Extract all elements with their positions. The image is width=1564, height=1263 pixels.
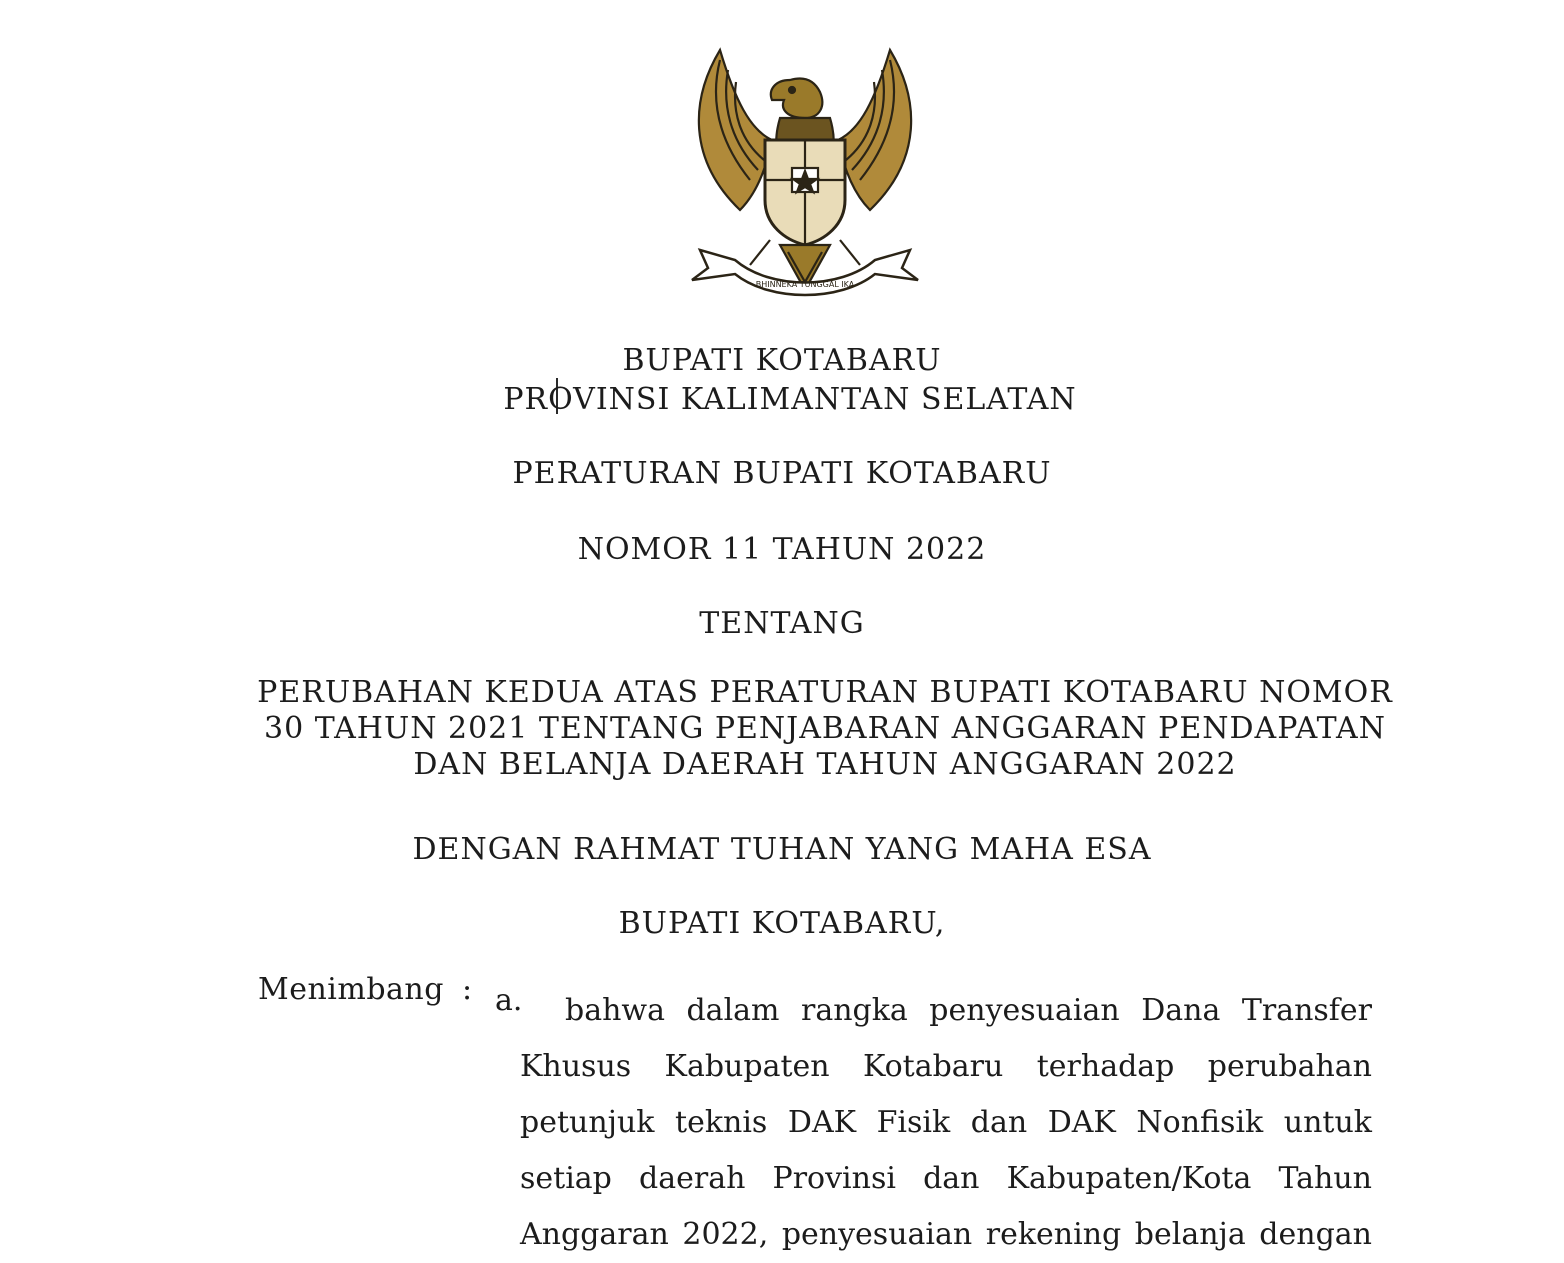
authority-title: BUPATI KOTABARU [622, 343, 942, 378]
about-heading: TENTANG [699, 606, 865, 641]
paragraph-line: Khusus Kabupaten Kotabaru terhadap perubahan [520, 1049, 1372, 1084]
paragraph-line: Anggaran 2022, penyesuaian rekening belanja dengan [520, 1217, 1372, 1252]
regulation-title-line: DAN BELANJA DAERAH TAHUN ANGGARAN 2022 [413, 747, 1237, 782]
regulation-title [220, 675, 1430, 783]
regulation-title-line: PERUBAHAN KEDUA ATAS PERATURAN BUPATI KOTABARU NOMOR [257, 675, 1393, 710]
invocation-text: DENGAN RAHMAT TUHAN YANG MAHA ESA [412, 832, 1152, 867]
motto-text: BHINNEKA TUNGGAL IKA [755, 280, 855, 289]
paragraph-line: setiap daerah Provinsi dan Kabupaten/Kota Tahun [520, 1161, 1372, 1196]
regulation-title-line: 30 TAHUN 2021 TENTANG PENJABARAN ANGGARAN PENDAPATAN [264, 711, 1386, 746]
paragraph-line: petunjuk teknis DAK Fisik dan DAK Nonfisik untuk [520, 1105, 1372, 1140]
garuda-pancasila-emblem-icon [680, 40, 930, 310]
considering-paragraph [520, 983, 1372, 1263]
issuer-text: BUPATI KOTABARU, [618, 906, 946, 941]
considering-item-marker: a. [495, 983, 523, 1018]
regulation-number: NOMOR 11 TAHUN 2022 [577, 532, 987, 567]
province-title: PROVINSI KALIMANTAN SELATAN [503, 382, 1077, 417]
regulation-type: PERATURAN BUPATI KOTABARU [512, 456, 1052, 491]
considering-colon: : [462, 972, 473, 1007]
paragraph-line: bahwa dalam rangka penyesuaian Dana Transfer [565, 993, 1372, 1028]
considering-label: Menimbang [258, 972, 444, 1007]
